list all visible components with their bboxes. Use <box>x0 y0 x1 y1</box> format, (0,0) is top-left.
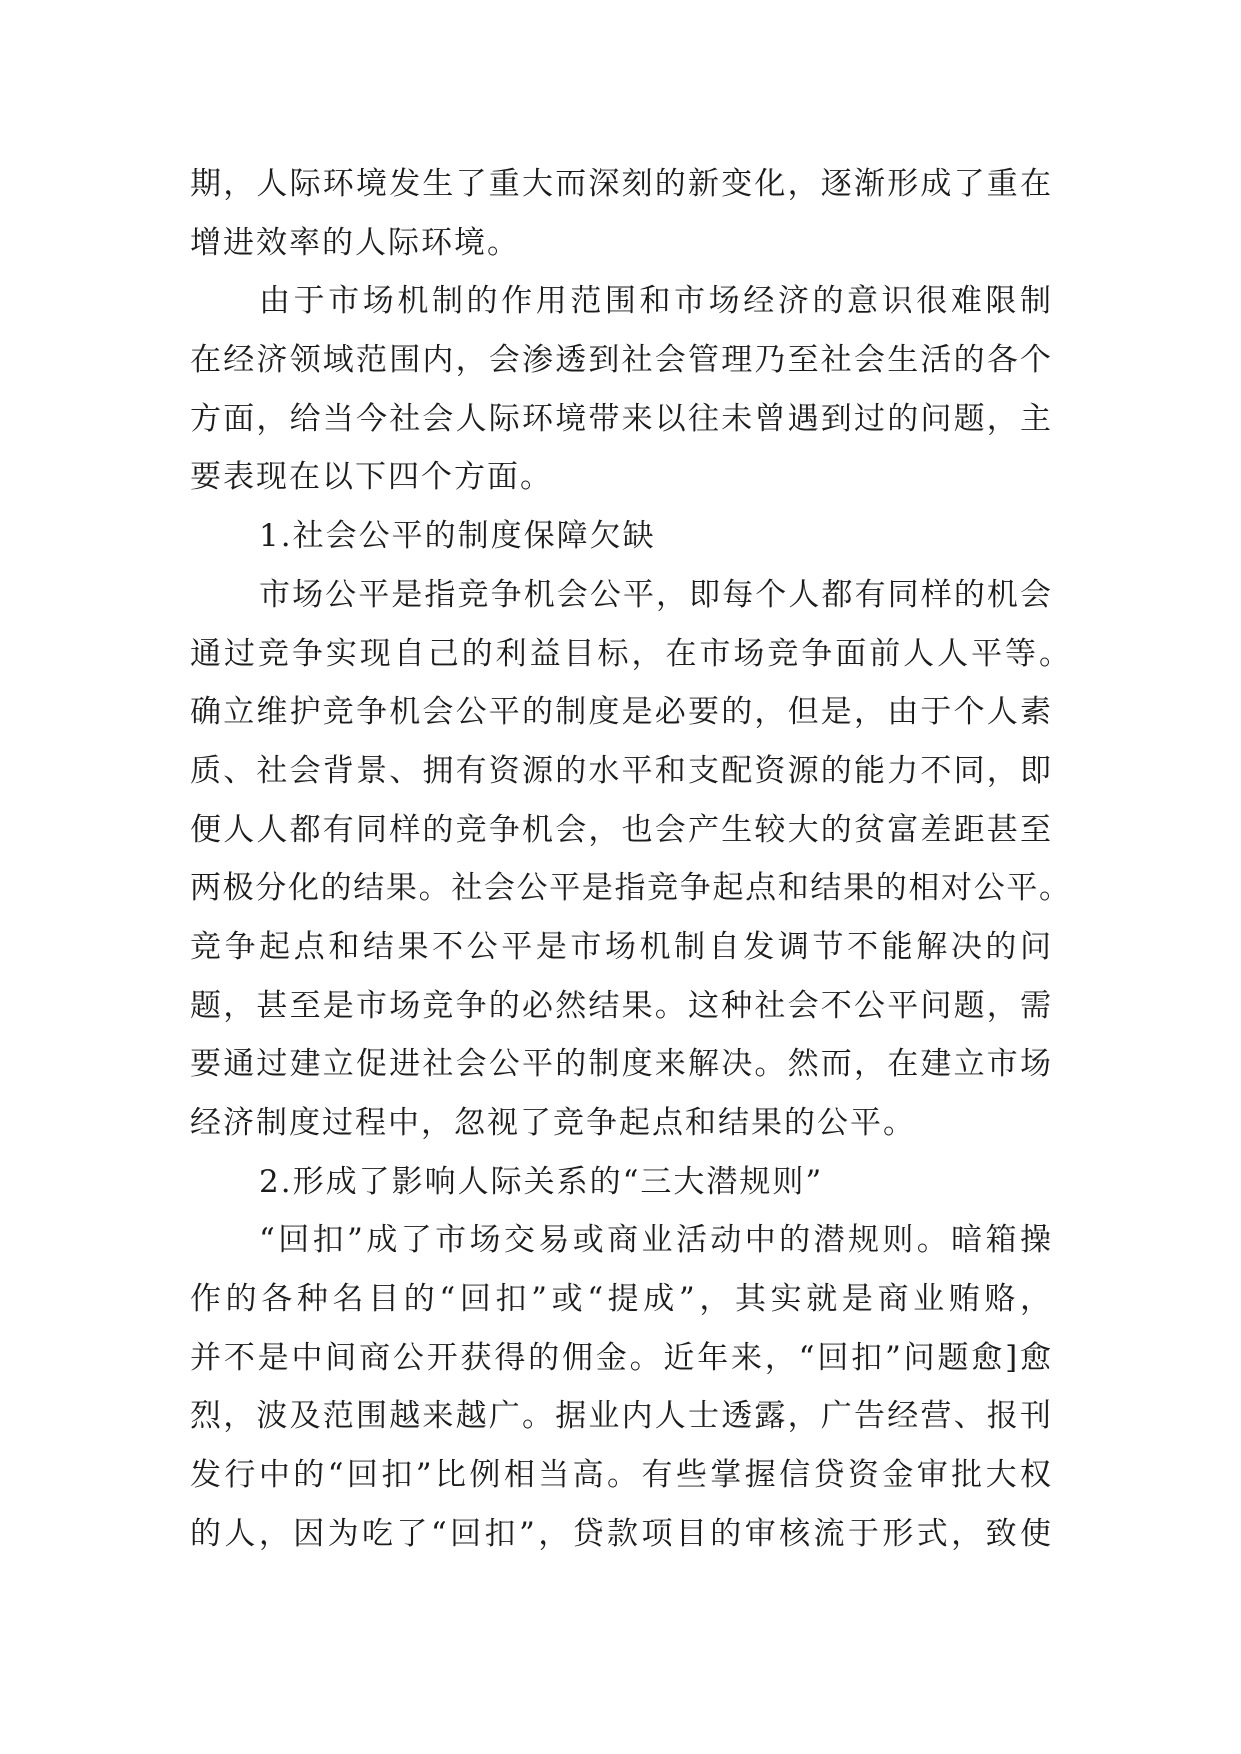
text-line: 确立维护竞争机会公平的制度是必要的，但是，由于个人素 <box>190 694 1051 731</box>
text-line: 烈，波及范围越来越广。据业内人士透露，广告经营、报刊 <box>190 1398 1051 1435</box>
text-line: 的人，因为吃了“回扣”，贷款项目的审核流于形式，致使 <box>190 1515 1051 1552</box>
paragraph-first-line: 市场公平是指竞争机会公平，即每个人都有同样的机会 <box>259 576 1051 613</box>
text-line: 期，人际环境发生了重大而深刻的新变化，逐渐形成了重在 <box>190 166 1051 202</box>
section-heading-1: 1.社会公平的制度保障欠缺 <box>259 518 656 555</box>
text-line: 要通过建立促进社会公平的制度来解决。然而，在建立市场 <box>190 1046 1051 1083</box>
body-text <box>0 155 1241 1564</box>
text-line: 题，甚至是市场竞争的必然结果。这种社会不公平问题，需 <box>190 987 1051 1024</box>
text-line: 要表现在以下四个方面。 <box>190 459 553 496</box>
text-line: 两极分化的结果。社会公平是指竞争起点和结果的相对公平。 <box>190 870 1070 907</box>
text-line: 并不是中间商公开获得的佣金。近年来，“回扣”问题愈]愈 <box>190 1339 1051 1376</box>
text-line: 发行中的“回扣”比例相当高。有些掌握信贷资金审批大权 <box>190 1457 1051 1494</box>
text-line: 在经济领域范围内，会渗透到社会管理乃至社会生活的各个 <box>190 342 1051 379</box>
text-line: 通过竞争实现自己的利益目标，在市场竞争面前人人平等。 <box>190 635 1070 672</box>
paragraph-first-line: “回扣”成了市场交易或商业活动中的潜规则。暗箱操 <box>259 1222 1051 1259</box>
text-line: 便人人都有同样的竞争机会，也会产生较大的贫富差距甚至 <box>190 811 1051 848</box>
text-line: 经济制度过程中，忽视了竞争起点和结果的公平。 <box>190 1105 916 1141</box>
text-line: 增进效率的人际环境。 <box>190 224 520 261</box>
text-line: 方面，给当今社会人际环境带来以往未曾遇到过的问题，主 <box>190 400 1051 437</box>
text-line: 质、社会背景、拥有资源的水平和支配资源的能力不同，即 <box>190 752 1051 789</box>
paragraph-first-line: 由于市场机制的作用范围和市场经济的意识很难限制 <box>259 283 1051 320</box>
text-line: 作的各种名目的“回扣”或“提成”，其实就是商业贿赂， <box>190 1281 1051 1318</box>
section-heading-2: 2.形成了影响人际关系的“三大潜规则” <box>259 1163 824 1200</box>
text-line: 竞争起点和结果不公平是市场机制自发调节不能解决的问 <box>190 928 1051 965</box>
